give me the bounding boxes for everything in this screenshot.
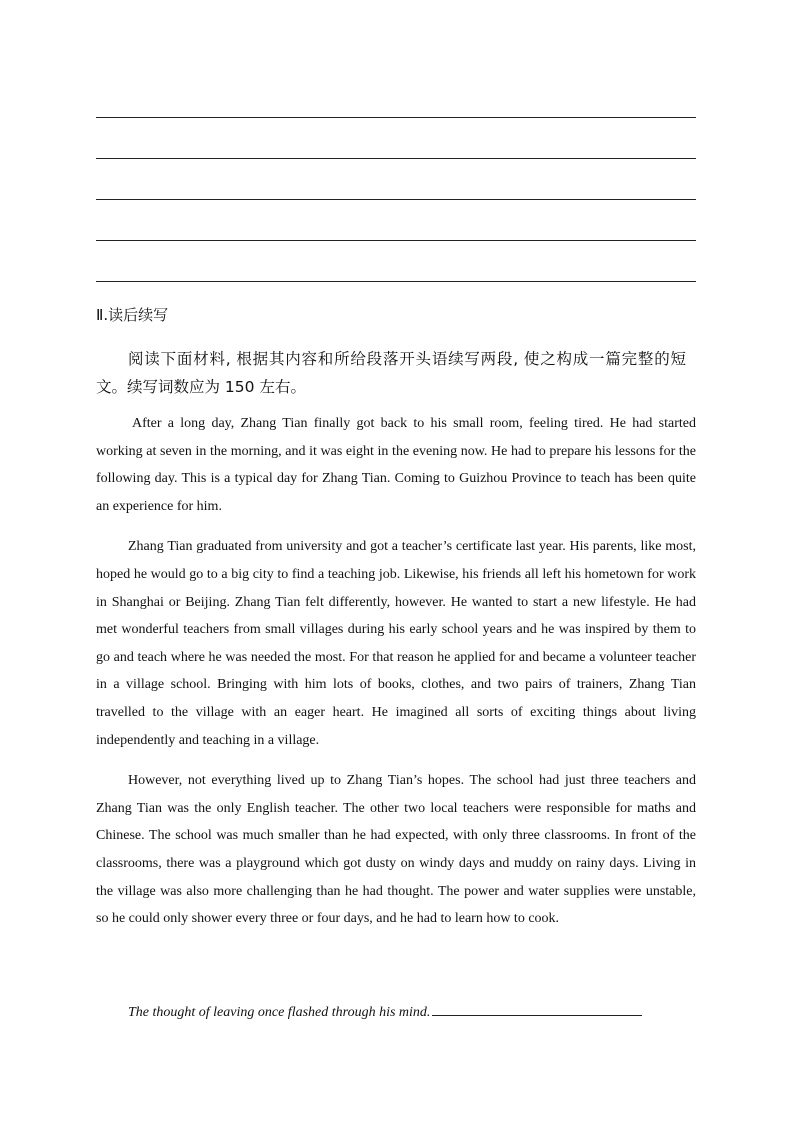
writing-line[interactable] xyxy=(96,281,696,282)
section-heading: Ⅱ.读后续写 xyxy=(96,306,169,324)
writing-line[interactable] xyxy=(96,199,696,200)
answer-blank[interactable] xyxy=(432,1015,642,1016)
passage-paragraph: However, not everything lived up to Zhang Tian’s hopes. The school had just three teachers and Zhang Tian was the only English teacher. The other two local teachers were responsible for maths and Chinese. The school was much smaller than he had expected, with only three classrooms. In front of the classrooms, there was a playground which got dusty on windy days and muddy on rainy days. Living in the village was also more challenging than he had thought. The power and water supplies were unstable, so he could only shower every three or four days, and he had to learn how to cook. xyxy=(96,773,696,927)
prompt-text: The thought of leaving once flashed through his mind. xyxy=(128,1005,431,1020)
passage-paragraph: After a long day, Zhang Tian finally got back to his small room, feeling tired. He had started working at seven in the morning, and it was eight in the evening now. He had to prepare his lessons for the following day. This is a typical day for Zhang Tian. Coming to Guizhou Province to teach has been quite an experience for him. xyxy=(96,416,696,514)
answer-writing-lines xyxy=(96,117,696,322)
task-instructions: 阅读下面材料, 根据其内容和所给段落开头语续写两段, 使之构成一篇完整的短文。续写词数应为 150 左右。 xyxy=(96,350,686,396)
reading-passage xyxy=(96,410,696,946)
continuation-prompt xyxy=(128,1005,642,1021)
writing-line[interactable] xyxy=(96,117,696,118)
writing-line[interactable] xyxy=(96,240,696,241)
writing-line[interactable] xyxy=(96,158,696,159)
passage-paragraph: Zhang Tian graduated from university and got a teacher’s certificate last year. His parents, like most, hoped he would go to a big city to find a teaching job. Likewise, his friends all left his hometown for work in Shanghai or Beijing. Zhang Tian felt differently, however. He wanted to start a new lifestyle. He had met wonderful teachers from small villages during his early school years and he was inspired by them to go and teach where he was needed the most. For that reason he applied for and became a volunteer teacher in a village school. Bringing with him lots of books, clothes, and two pairs of trainers, Zhang Tian travelled to the village with an eager heart. He imagined all sorts of exciting things about living independently and teaching in a village. xyxy=(96,539,696,748)
